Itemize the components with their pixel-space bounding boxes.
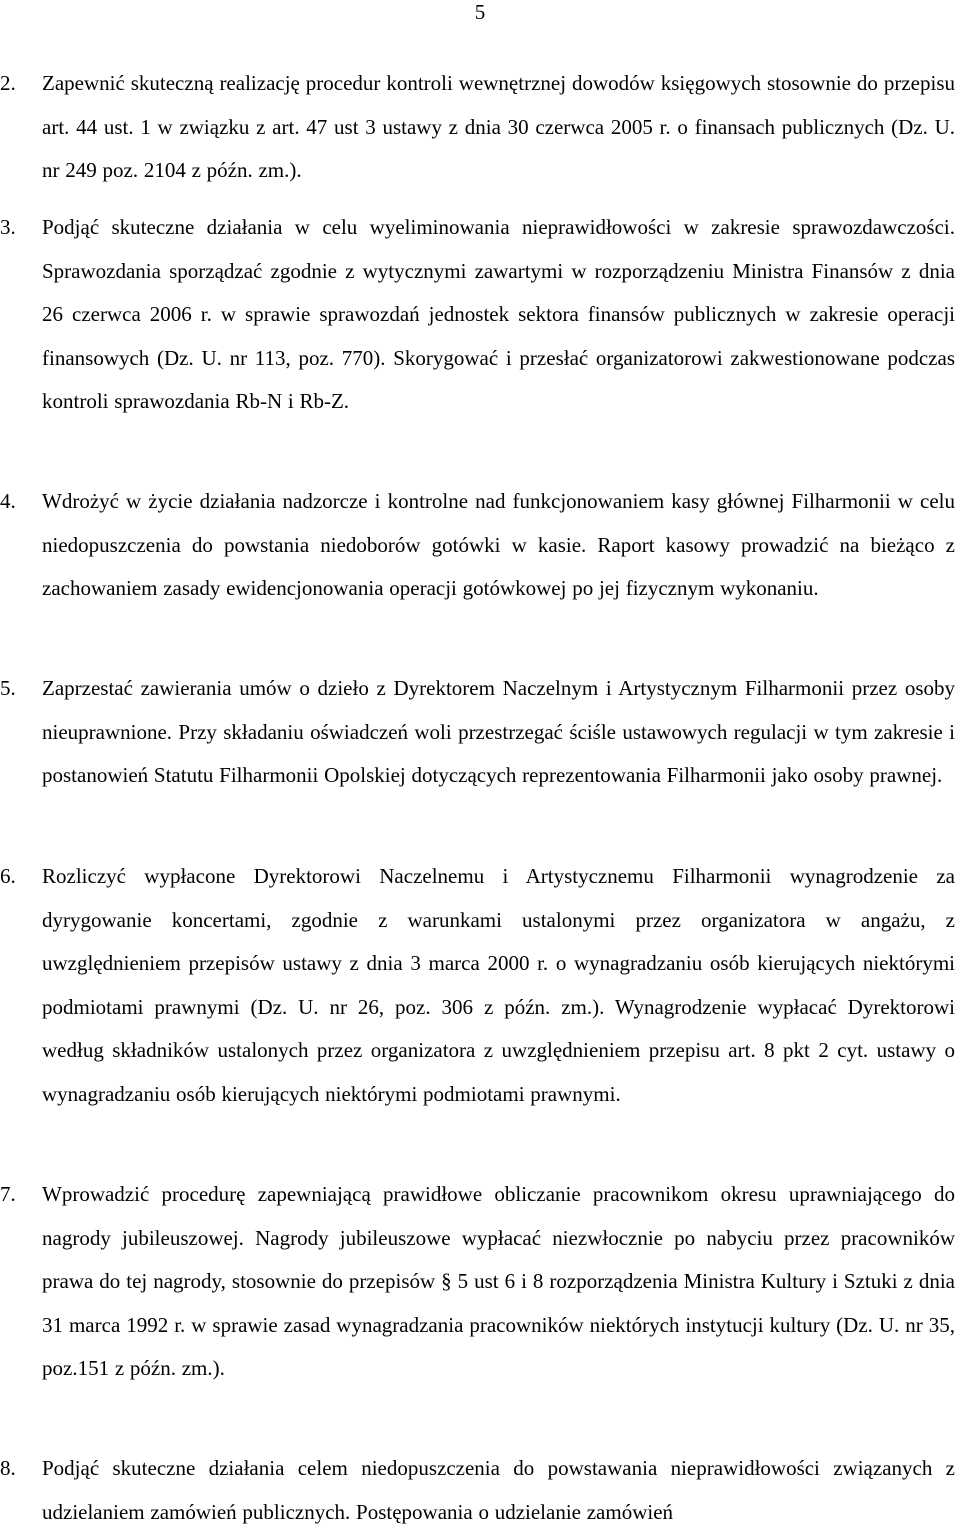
list-item-text: Podjąć skuteczne działania w celu wyeliminowania nieprawidłowości w zakresie sprawozdawczości. Sprawozdania sporządzać zgodnie z wytycznymi zawartymi w rozporządzeniu Ministra Finansów z dnia 26 czerwca 2006 r. w sprawie sprawozdań jednostek sektora finansów publicznych w zakresie operacji finansowych (Dz. U. nr 113, poz. 770). Skorygować i przesłać organizatorowi zakwestionowane podczas kontroli sprawozdania Rb-N i Rb-Z. xyxy=(42,215,955,413)
list-item-text: Wdrożyć w życie działania nadzorcze i kontrolne nad funkcjonowaniem kasy głównej Filharmonii w celu niedopuszczenia do powstania niedoborów gotówki w kasie. Raport kasowy prowadzić na bieżąco z zachowaniem zasady ewidencjonowania operacji gotówkowej po jej fizycznym wykonaniu. xyxy=(42,489,955,600)
list-item-text: Zaprzestać zawierania umów o dzieło z Dyrektorem Naczelnym i Artystycznym Filharmonii przez osoby nieuprawnione. Przy składaniu oświadczeń woli przestrzegać ściśle ustawowych regulacji w tym zakresie i postanowień Statutu Filharmonii Opolskiej dotyczących reprezentowania Filharmonii jako osoby prawnej. xyxy=(42,676,955,787)
list-item-8 xyxy=(0,1447,955,1534)
list-item-number: 4. xyxy=(0,489,16,513)
list-item-3 xyxy=(0,206,955,424)
list-item-number: 8. xyxy=(0,1456,16,1480)
list-item-text: Zapewnić skuteczną realizację procedur kontroli wewnętrznej dowodów księgowych stosownie do przepisu art. 44 ust. 1 w związku z art. 47 ust 3 ustawy z dnia 30 czerwca 2005 r. o finansach publicznych (Dz. U. nr 249 poz. 2104 z późn. zm.). xyxy=(42,71,955,182)
list-item-number: 7. xyxy=(0,1182,16,1206)
list-item-4 xyxy=(0,480,955,611)
list-item-text: Podjąć skuteczne działania celem niedopuszczenia do powstawania nieprawidłowości związanych z udzielaniem zamówień publicznych. Postępowania o udzielanie zamówień xyxy=(42,1456,955,1524)
list-item-6 xyxy=(0,855,955,1116)
list-item-text: Wprowadzić procedurę zapewniającą prawidłowe obliczanie pracownikom okresu uprawniającego do nagrody jubileuszowej. Nagrody jubileuszowe wypłacać niezwłocznie po nabyciu przez pracowników prawa do tej nagrody, stosownie do przepisów § 5 ust 6 i 8 rozporządzenia Ministra Kultury i Sztuki z dnia 31 marca 1992 r. w sprawie zasad wynagradzania pracowników niektórych instytucji kultury (Dz. U. nr 35, poz.151 z późn. zm.). xyxy=(42,1182,955,1380)
list-item-number: 2. xyxy=(0,71,16,95)
list-item-2 xyxy=(0,62,955,193)
list-item-number: 6. xyxy=(0,864,16,888)
list-item-text: Rozliczyć wypłacone Dyrektorowi Naczelnemu i Artystycznemu Filharmonii wynagrodzenie za dyrygowanie koncertami, zgodnie z warunkami ustalonymi przez organizatora w angażu, z uwzględnieniem przepisów ustawy z dnia 3 marca 2000 r. o wynagradzaniu osób kierujących niektórymi podmiotami prawnymi (Dz. U. nr 26, poz. 306 z późn. zm.). Wynagrodzenie wypłacać Dyrektorowi według składników ustalonych przez organizatora z uwzględnieniem przepisu art. 8 pkt 2 cyt. ustawy o wynagradzaniu osób kierujących niektórymi podmiotami prawnymi. xyxy=(42,864,955,1106)
list-item-number: 5. xyxy=(0,676,16,700)
list-item-7 xyxy=(0,1173,955,1391)
page-number xyxy=(0,0,960,24)
list-item-number: 3. xyxy=(0,215,16,239)
list-item-5 xyxy=(0,667,955,798)
page-number-text: 5 xyxy=(474,0,486,24)
